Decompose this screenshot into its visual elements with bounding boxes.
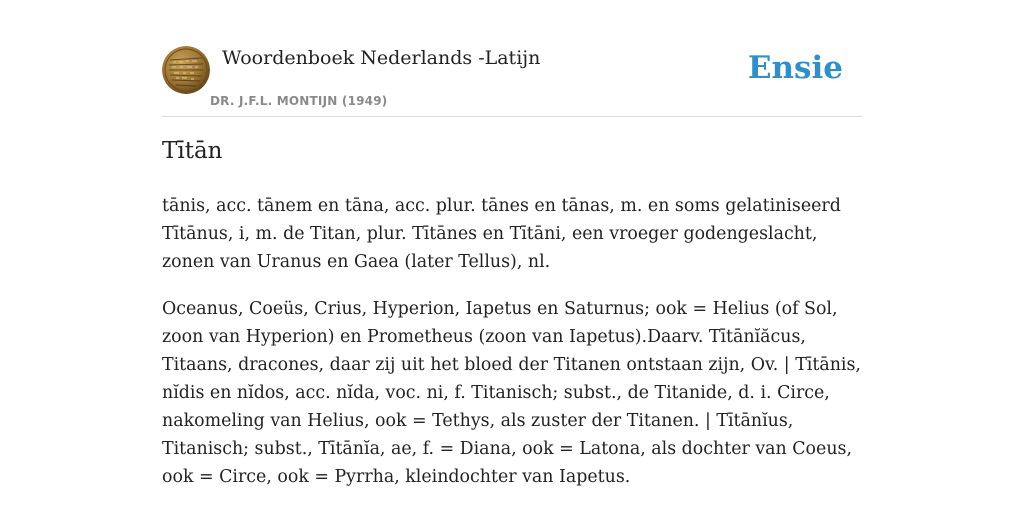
entry-paragraph: tānis, acc. tānem en tāna, acc. plur. tānes en tānas, m. en soms gelatiniseerd Tītānus, i, m. de Titan, plur. Tītānes en Tītāni, een vroeger godengeslacht, zonen van Uranus en Gaea (later Tellus), nl. (162, 196, 841, 272)
dictionary-title[interactable]: Woordenboek Nederlands -Latijn (222, 47, 541, 69)
brand-logo-link[interactable]: Ensie (747, 50, 843, 86)
bronze-coin-icon (162, 46, 210, 94)
entry-title: Tītān (162, 138, 223, 164)
site-header (162, 46, 862, 117)
entry-body (162, 192, 862, 510)
dictionary-author: DR. J.F.L. MONTIJN (1949) (210, 94, 388, 108)
entry-paragraph: Oceanus, Coeüs, Crius, Hyperion, Iapetus en Saturnus; ook = Helius (of Sol, zoon van Hyperion) en Prometheus (zoon van Iapetus).Daarv. Tītānĭăcus, Titaans, dracones, daar zij uit het bloed der Titanen ontstaan zijn, Ov. | Tītānis, nĭdis en nĭdos, acc. nĭda, voc. ni, f. Titanisch; subst., de Titanide, d. i. Circe, nakomeling van Helius, ook = Tethys, als zuster der Titanen. | Tītānĭus, Titanisch; subst., Tītānĭa, ae, f. = Diana, ook = Latona, als dochter van Coeus, ook = Circe, ook = Pyrrha, kleindochter van Iapetus. (162, 299, 861, 487)
